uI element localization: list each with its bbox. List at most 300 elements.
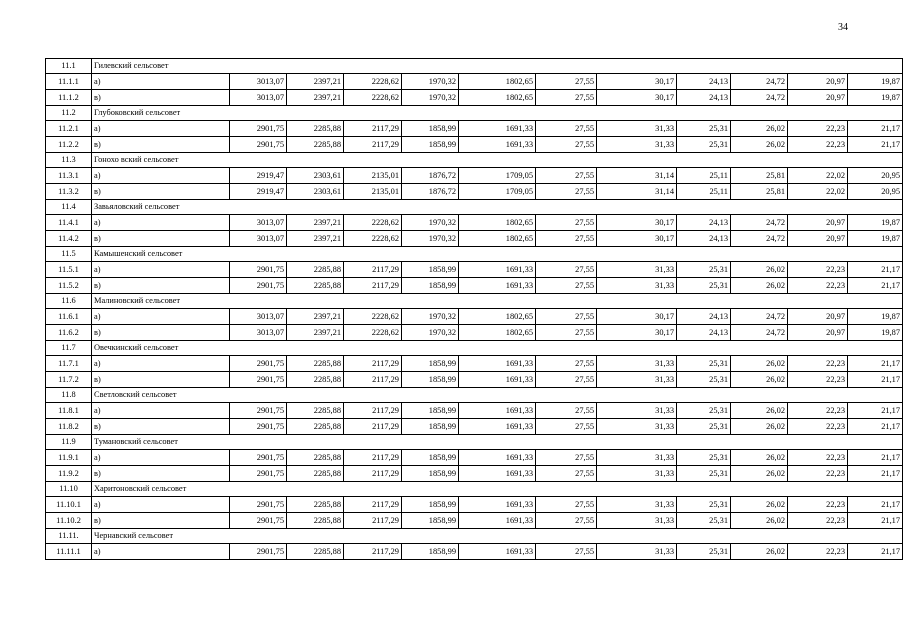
value-cell: 1858,99	[402, 137, 459, 153]
value-cell: 21,17	[848, 121, 903, 137]
value-cell: 2135,01	[344, 184, 402, 200]
value-cell: 31,33	[597, 513, 677, 529]
value-cell: 19,87	[848, 74, 903, 90]
row-label: в)	[92, 184, 230, 200]
value-cell: 1858,99	[402, 372, 459, 388]
value-cell: 1858,99	[402, 121, 459, 137]
value-cell: 2285,88	[287, 356, 344, 372]
value-cell: 1970,32	[402, 309, 459, 325]
section-code: 11.11.	[46, 529, 92, 544]
value-cell: 27,55	[536, 309, 597, 325]
value-cell: 30,17	[597, 74, 677, 90]
table-row	[46, 497, 903, 513]
value-cell: 2117,29	[344, 466, 402, 482]
value-cell: 21,17	[848, 356, 903, 372]
row-label: а)	[92, 309, 230, 325]
value-cell: 1858,99	[402, 403, 459, 419]
value-cell: 25,31	[677, 262, 731, 278]
value-cell: 1691,33	[459, 497, 536, 513]
value-cell: 2135,01	[344, 168, 402, 184]
value-cell: 1691,33	[459, 513, 536, 529]
value-cell: 25,31	[677, 419, 731, 435]
section-header-blank	[230, 153, 903, 168]
value-cell: 3013,07	[230, 74, 287, 90]
table-row	[46, 466, 903, 482]
value-cell: 22,23	[788, 419, 848, 435]
value-cell: 31,33	[597, 403, 677, 419]
table-row	[46, 278, 903, 294]
row-label: в)	[92, 466, 230, 482]
row-label: а)	[92, 168, 230, 184]
value-cell: 3013,07	[230, 309, 287, 325]
value-cell: 2285,88	[287, 450, 344, 466]
value-cell: 21,17	[848, 419, 903, 435]
table-row	[46, 121, 903, 137]
row-code: 11.3.1	[46, 168, 92, 184]
section-code: 11.1	[46, 59, 92, 74]
value-cell: 21,17	[848, 278, 903, 294]
value-cell: 22,23	[788, 372, 848, 388]
value-cell: 31,33	[597, 450, 677, 466]
value-cell: 22,23	[788, 450, 848, 466]
value-cell: 25,31	[677, 513, 731, 529]
value-cell: 22,23	[788, 513, 848, 529]
value-cell: 2901,75	[230, 497, 287, 513]
value-cell: 31,14	[597, 184, 677, 200]
value-cell: 26,02	[731, 278, 788, 294]
section-name: Камышенский сельсовет	[92, 247, 230, 262]
section-header-row	[46, 59, 903, 74]
value-cell: 20,97	[788, 231, 848, 247]
section-name: Завьяловский сельсовет	[92, 200, 230, 215]
value-cell: 21,17	[848, 450, 903, 466]
value-cell: 2117,29	[344, 419, 402, 435]
value-cell: 25,11	[677, 184, 731, 200]
row-code: 11.9.1	[46, 450, 92, 466]
value-cell: 1858,99	[402, 450, 459, 466]
value-cell: 2303,61	[287, 184, 344, 200]
value-cell: 1858,99	[402, 497, 459, 513]
value-cell: 21,17	[848, 262, 903, 278]
table-row	[46, 215, 903, 231]
value-cell: 1858,99	[402, 262, 459, 278]
row-code: 11.5.1	[46, 262, 92, 278]
value-cell: 21,17	[848, 403, 903, 419]
value-cell: 2397,21	[287, 309, 344, 325]
value-cell: 31,33	[597, 497, 677, 513]
value-cell: 27,55	[536, 262, 597, 278]
row-code: 11.3.2	[46, 184, 92, 200]
table-row	[46, 137, 903, 153]
value-cell: 27,55	[536, 403, 597, 419]
value-cell: 1876,72	[402, 168, 459, 184]
value-cell: 31,33	[597, 356, 677, 372]
value-cell: 25,31	[677, 497, 731, 513]
value-cell: 25,31	[677, 450, 731, 466]
value-cell: 1876,72	[402, 184, 459, 200]
section-header-row	[46, 153, 903, 168]
value-cell: 1970,32	[402, 325, 459, 341]
section-header-row	[46, 294, 903, 309]
section-name: Овечкинский сельсовет	[92, 341, 230, 356]
value-cell: 26,02	[731, 419, 788, 435]
value-cell: 31,33	[597, 262, 677, 278]
value-cell: 21,17	[848, 544, 903, 560]
row-code: 11.11.1	[46, 544, 92, 560]
value-cell: 24,72	[731, 74, 788, 90]
value-cell: 19,87	[848, 325, 903, 341]
value-cell: 2117,29	[344, 372, 402, 388]
value-cell: 20,97	[788, 325, 848, 341]
value-cell: 21,17	[848, 497, 903, 513]
section-code: 11.10	[46, 482, 92, 497]
section-name: Харитоновский сельсовет	[92, 482, 230, 497]
value-cell: 2285,88	[287, 544, 344, 560]
value-cell: 2285,88	[287, 121, 344, 137]
value-cell: 1691,33	[459, 466, 536, 482]
value-cell: 24,72	[731, 231, 788, 247]
row-label: в)	[92, 513, 230, 529]
value-cell: 31,33	[597, 466, 677, 482]
row-label: а)	[92, 74, 230, 90]
value-cell: 31,14	[597, 168, 677, 184]
value-cell: 27,55	[536, 121, 597, 137]
table-row	[46, 419, 903, 435]
value-cell: 2228,62	[344, 90, 402, 106]
value-cell: 25,81	[731, 184, 788, 200]
value-cell: 19,87	[848, 231, 903, 247]
row-code: 11.10.1	[46, 497, 92, 513]
value-cell: 1970,32	[402, 215, 459, 231]
table-row	[46, 168, 903, 184]
value-cell: 2285,88	[287, 262, 344, 278]
value-cell: 22,02	[788, 184, 848, 200]
value-cell: 21,17	[848, 372, 903, 388]
section-name: Глубоковский сельсовет	[92, 106, 230, 121]
table-row	[46, 309, 903, 325]
value-cell: 1691,33	[459, 356, 536, 372]
value-cell: 2901,75	[230, 356, 287, 372]
value-cell: 20,95	[848, 168, 903, 184]
value-cell: 2285,88	[287, 419, 344, 435]
value-cell: 2901,75	[230, 544, 287, 560]
value-cell: 2397,21	[287, 90, 344, 106]
value-cell: 2285,88	[287, 372, 344, 388]
value-cell: 1691,33	[459, 544, 536, 560]
row-code: 11.1.2	[46, 90, 92, 106]
value-cell: 2919,47	[230, 168, 287, 184]
value-cell: 2397,21	[287, 231, 344, 247]
value-cell: 2117,29	[344, 121, 402, 137]
value-cell: 2117,29	[344, 513, 402, 529]
section-header-blank	[230, 529, 903, 544]
value-cell: 1802,65	[459, 231, 536, 247]
row-code: 11.9.2	[46, 466, 92, 482]
section-header-blank	[230, 294, 903, 309]
value-cell: 19,87	[848, 90, 903, 106]
value-cell: 2285,88	[287, 466, 344, 482]
value-cell: 25,31	[677, 544, 731, 560]
row-code: 11.7.1	[46, 356, 92, 372]
value-cell: 1691,33	[459, 372, 536, 388]
value-cell: 26,02	[731, 466, 788, 482]
section-header-blank	[230, 59, 903, 74]
section-header-row	[46, 106, 903, 121]
value-cell: 26,02	[731, 403, 788, 419]
section-code: 11.5	[46, 247, 92, 262]
value-cell: 1802,65	[459, 74, 536, 90]
value-cell: 27,55	[536, 231, 597, 247]
value-cell: 31,33	[597, 121, 677, 137]
value-cell: 2901,75	[230, 262, 287, 278]
section-header-row	[46, 529, 903, 544]
value-cell: 2285,88	[287, 137, 344, 153]
value-cell: 2901,75	[230, 466, 287, 482]
table-row	[46, 262, 903, 278]
section-header-row	[46, 435, 903, 450]
value-cell: 27,55	[536, 325, 597, 341]
section-header-row	[46, 388, 903, 403]
value-cell: 2901,75	[230, 513, 287, 529]
value-cell: 24,13	[677, 90, 731, 106]
value-cell: 2285,88	[287, 403, 344, 419]
value-cell: 2303,61	[287, 168, 344, 184]
value-cell: 2397,21	[287, 215, 344, 231]
value-cell: 22,23	[788, 497, 848, 513]
value-cell: 25,31	[677, 121, 731, 137]
value-cell: 20,97	[788, 74, 848, 90]
value-cell: 1970,32	[402, 74, 459, 90]
row-label: а)	[92, 403, 230, 419]
table-row	[46, 356, 903, 372]
value-cell: 1691,33	[459, 450, 536, 466]
section-header-blank	[230, 482, 903, 497]
value-cell: 2117,29	[344, 497, 402, 513]
value-cell: 27,55	[536, 215, 597, 231]
value-cell: 27,55	[536, 466, 597, 482]
value-cell: 27,55	[536, 372, 597, 388]
value-cell: 27,55	[536, 168, 597, 184]
table-row	[46, 90, 903, 106]
value-cell: 3013,07	[230, 325, 287, 341]
value-cell: 2228,62	[344, 231, 402, 247]
row-code: 11.2.2	[46, 137, 92, 153]
value-cell: 2285,88	[287, 278, 344, 294]
value-cell: 24,72	[731, 215, 788, 231]
row-label: а)	[92, 544, 230, 560]
value-cell: 27,55	[536, 497, 597, 513]
value-cell: 31,33	[597, 137, 677, 153]
section-code: 11.3	[46, 153, 92, 168]
row-label: а)	[92, 497, 230, 513]
section-header-blank	[230, 388, 903, 403]
section-code: 11.7	[46, 341, 92, 356]
value-cell: 1802,65	[459, 90, 536, 106]
value-cell: 31,33	[597, 372, 677, 388]
value-cell: 1691,33	[459, 419, 536, 435]
value-cell: 24,13	[677, 215, 731, 231]
value-cell: 22,23	[788, 137, 848, 153]
value-cell: 1858,99	[402, 278, 459, 294]
value-cell: 26,02	[731, 497, 788, 513]
section-header-blank	[230, 435, 903, 450]
row-code: 11.5.2	[46, 278, 92, 294]
value-cell: 24,13	[677, 325, 731, 341]
value-cell: 30,17	[597, 215, 677, 231]
value-cell: 1858,99	[402, 513, 459, 529]
value-cell: 1802,65	[459, 215, 536, 231]
value-cell: 20,95	[848, 184, 903, 200]
section-header-row	[46, 482, 903, 497]
row-code: 11.8.2	[46, 419, 92, 435]
section-header-blank	[230, 200, 903, 215]
value-cell: 3013,07	[230, 231, 287, 247]
section-name: Тумановский сельсовет	[92, 435, 230, 450]
section-header-row	[46, 341, 903, 356]
value-cell: 2901,75	[230, 450, 287, 466]
value-cell: 27,55	[536, 137, 597, 153]
value-cell: 26,02	[731, 262, 788, 278]
value-cell: 1802,65	[459, 309, 536, 325]
value-cell: 2117,29	[344, 544, 402, 560]
table-row	[46, 184, 903, 200]
section-header-blank	[230, 106, 903, 121]
value-cell: 2117,29	[344, 403, 402, 419]
value-cell: 2901,75	[230, 137, 287, 153]
value-cell: 27,55	[536, 278, 597, 294]
row-code: 11.7.2	[46, 372, 92, 388]
row-label: а)	[92, 356, 230, 372]
row-code: 11.2.1	[46, 121, 92, 137]
value-cell: 25,31	[677, 403, 731, 419]
row-code: 11.8.1	[46, 403, 92, 419]
value-cell: 24,13	[677, 231, 731, 247]
value-cell: 2397,21	[287, 325, 344, 341]
value-cell: 2117,29	[344, 356, 402, 372]
value-cell: 2117,29	[344, 137, 402, 153]
row-label: в)	[92, 372, 230, 388]
section-name: Малиновский сельсовет	[92, 294, 230, 309]
value-cell: 19,87	[848, 309, 903, 325]
tariff-table	[45, 58, 903, 560]
page-number: 34	[838, 22, 848, 33]
value-cell: 1802,65	[459, 325, 536, 341]
value-cell: 24,72	[731, 90, 788, 106]
value-cell: 22,23	[788, 466, 848, 482]
row-label: в)	[92, 137, 230, 153]
value-cell: 2117,29	[344, 262, 402, 278]
value-cell: 20,97	[788, 90, 848, 106]
value-cell: 21,17	[848, 513, 903, 529]
value-cell: 2397,21	[287, 74, 344, 90]
value-cell: 2285,88	[287, 497, 344, 513]
value-cell: 27,55	[536, 513, 597, 529]
value-cell: 1858,99	[402, 466, 459, 482]
value-cell: 3013,07	[230, 90, 287, 106]
table-row	[46, 372, 903, 388]
value-cell: 27,55	[536, 74, 597, 90]
row-code: 11.4.1	[46, 215, 92, 231]
value-cell: 25,11	[677, 168, 731, 184]
value-cell: 27,55	[536, 450, 597, 466]
table-row	[46, 403, 903, 419]
table-row	[46, 513, 903, 529]
row-label: в)	[92, 325, 230, 341]
value-cell: 26,02	[731, 372, 788, 388]
row-code: 11.4.2	[46, 231, 92, 247]
value-cell: 1691,33	[459, 403, 536, 419]
value-cell: 25,31	[677, 356, 731, 372]
value-cell: 30,17	[597, 325, 677, 341]
value-cell: 22,02	[788, 168, 848, 184]
section-name: Гонохо вский сельсовет	[92, 153, 230, 168]
value-cell: 21,17	[848, 466, 903, 482]
value-cell: 27,55	[536, 90, 597, 106]
value-cell: 30,17	[597, 309, 677, 325]
value-cell: 1970,32	[402, 90, 459, 106]
row-label: в)	[92, 231, 230, 247]
table-row	[46, 450, 903, 466]
value-cell: 2228,62	[344, 309, 402, 325]
value-cell: 1691,33	[459, 121, 536, 137]
row-code: 11.6.2	[46, 325, 92, 341]
value-cell: 26,02	[731, 137, 788, 153]
value-cell: 22,23	[788, 544, 848, 560]
value-cell: 24,72	[731, 325, 788, 341]
section-header-blank	[230, 341, 903, 356]
section-name: Чернавский сельсовет	[92, 529, 230, 544]
row-label: а)	[92, 262, 230, 278]
value-cell: 31,33	[597, 544, 677, 560]
section-code: 11.6	[46, 294, 92, 309]
value-cell: 1709,05	[459, 168, 536, 184]
row-code: 11.6.1	[46, 309, 92, 325]
section-header-blank	[230, 247, 903, 262]
table-row	[46, 231, 903, 247]
value-cell: 31,33	[597, 419, 677, 435]
section-code: 11.8	[46, 388, 92, 403]
value-cell: 2901,75	[230, 419, 287, 435]
section-header-row	[46, 247, 903, 262]
value-cell: 1858,99	[402, 544, 459, 560]
value-cell: 2901,75	[230, 121, 287, 137]
value-cell: 2901,75	[230, 403, 287, 419]
section-code: 11.9	[46, 435, 92, 450]
value-cell: 25,31	[677, 466, 731, 482]
value-cell: 2919,47	[230, 184, 287, 200]
value-cell: 2901,75	[230, 278, 287, 294]
row-code: 11.1.1	[46, 74, 92, 90]
table-row	[46, 325, 903, 341]
section-name: Гилевский сельсовет	[92, 59, 230, 74]
value-cell: 1691,33	[459, 262, 536, 278]
value-cell: 25,31	[677, 278, 731, 294]
row-label: а)	[92, 215, 230, 231]
table-row	[46, 74, 903, 90]
value-cell: 27,55	[536, 544, 597, 560]
value-cell: 27,55	[536, 184, 597, 200]
value-cell: 26,02	[731, 356, 788, 372]
value-cell: 20,97	[788, 215, 848, 231]
value-cell: 26,02	[731, 544, 788, 560]
section-header-row	[46, 200, 903, 215]
row-label: в)	[92, 278, 230, 294]
value-cell: 30,17	[597, 231, 677, 247]
value-cell: 27,55	[536, 419, 597, 435]
value-cell: 30,17	[597, 90, 677, 106]
value-cell: 22,23	[788, 403, 848, 419]
value-cell: 1858,99	[402, 356, 459, 372]
